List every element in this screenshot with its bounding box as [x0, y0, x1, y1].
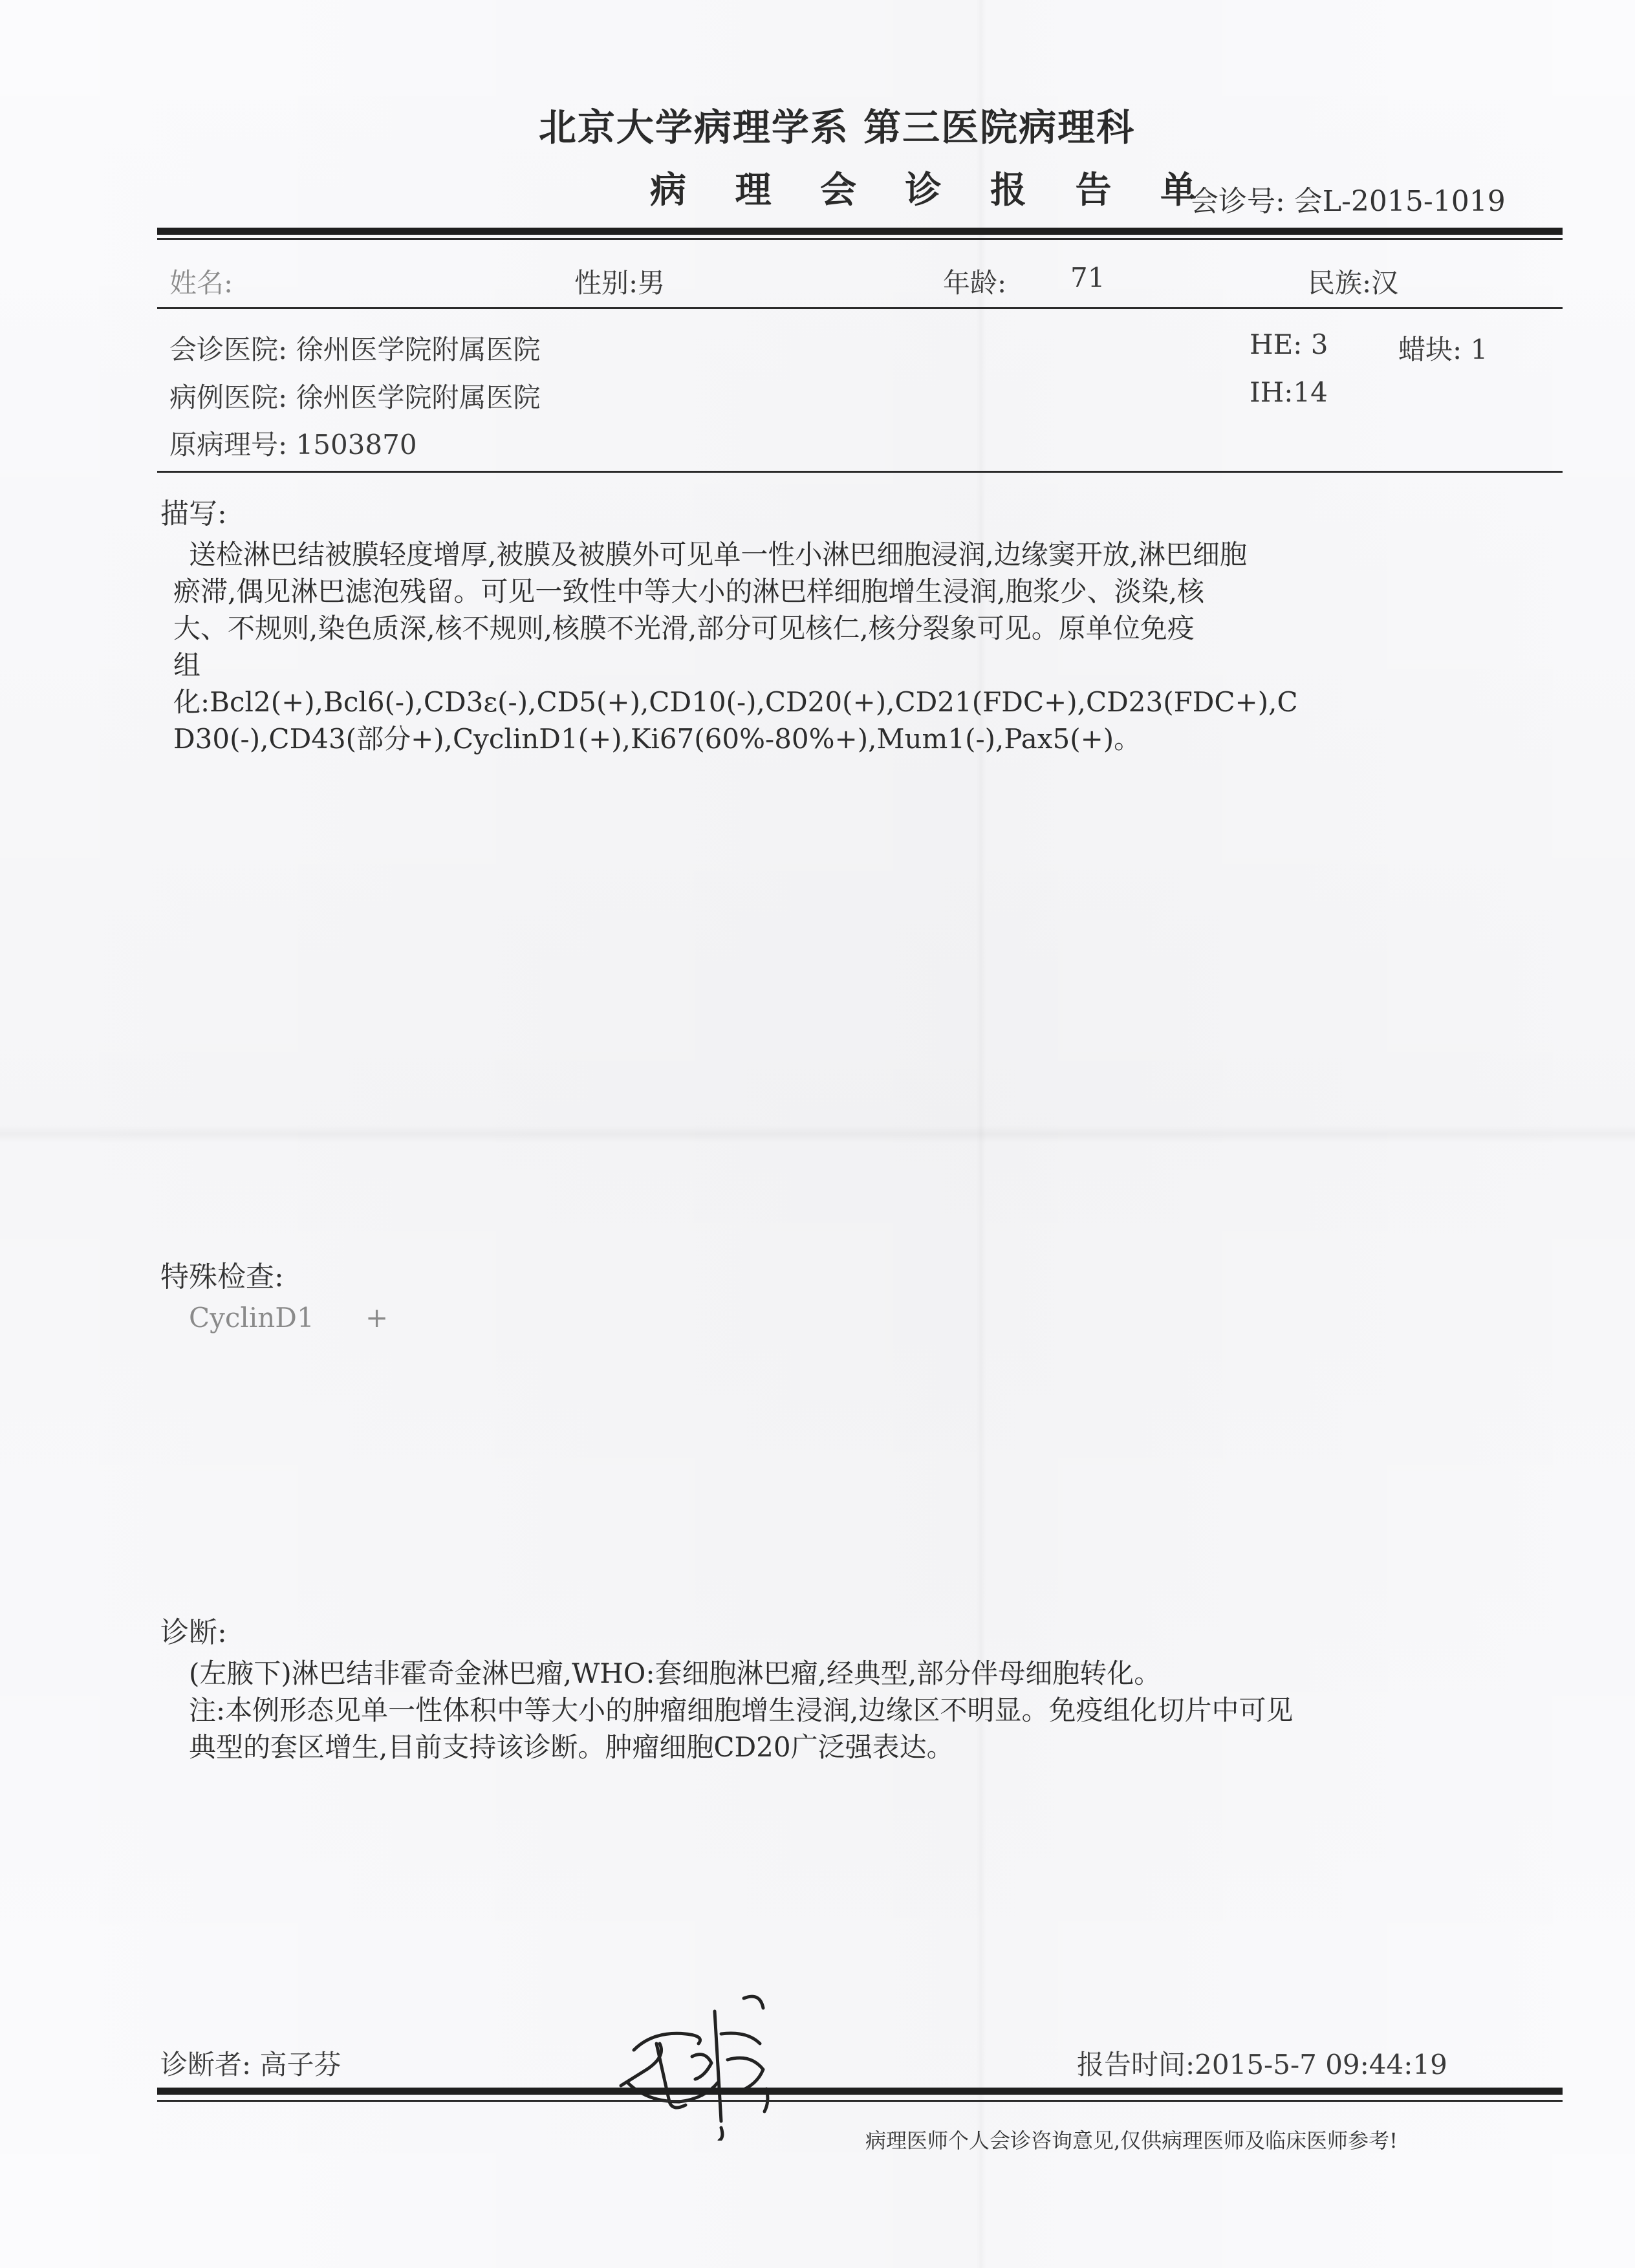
- description-line-5: 化:Bcl2(+),Bcl6(-),CD3ε(-),CD5(+),CD10(-),CD20(+),CD21(FDC+),CD23(FDC+),C: [173, 686, 1298, 718]
- patient-name-label: 姓名:: [169, 267, 233, 299]
- original-pathology-number: 原病理号: 1503870: [169, 429, 417, 460]
- patient-ethnicity: 民族:汉: [1308, 267, 1399, 299]
- special-exam-title: 特殊检查:: [160, 1260, 284, 1293]
- report-time: 报告时间:2015-5-7 09:44:19: [1077, 2049, 1447, 2080]
- patient-sex: 性别:男: [574, 267, 666, 299]
- special-exam-item: CyclinD1: [189, 1302, 314, 1334]
- footer-divider-thin: [157, 2100, 1563, 2102]
- description-line-4: 组: [173, 649, 201, 681]
- diagnosis-line-1: (左腋下)淋巴结非霍奇金淋巴瘤,WHO:套细胞淋巴瘤,经典型,部分伴母细胞转化。: [189, 1658, 1162, 1689]
- header-divider-thin: [157, 238, 1563, 240]
- patient-age-value: 71: [1070, 262, 1105, 294]
- description-title: 描写:: [160, 497, 227, 530]
- description-line-3: 大、不规则,染色质深,核不规则,核膜不光滑,部分可见核仁,核分裂象可见。原单位免疫: [173, 612, 1195, 644]
- diagnostician: 诊断者: 高子芬: [160, 2049, 341, 2080]
- header-divider-thick: [157, 228, 1563, 235]
- special-exam-result: +: [365, 1302, 389, 1334]
- consult-hospital: 会诊医院: 徐州医学院附属医院: [169, 334, 541, 365]
- patient-age-label: 年龄:: [943, 267, 1007, 299]
- description-line-1: 送检淋巴结被膜轻度增厚,被膜及被膜外可见单一性小淋巴细胞浸润,边缘窦开放,淋巴细胞: [189, 539, 1248, 570]
- institution-title: 北京大学病理学系 第三医院病理科: [538, 105, 1136, 149]
- he-slides: HE: 3: [1250, 329, 1328, 360]
- diagnosis-line-2: 注:本例形态见单一性体积中等大小的肿瘤细胞增生浸润,边缘区不明显。免疫组化切片中可见: [189, 1694, 1294, 1726]
- ih-slides: IH:14: [1250, 376, 1328, 408]
- footer-divider-thick: [157, 2088, 1563, 2095]
- diagnosis-title: 诊断:: [160, 1616, 227, 1649]
- case-hospital: 病例医院: 徐州医学院附属医院: [169, 382, 541, 413]
- form-title: 病 理 会 诊 报 告 单: [650, 169, 1215, 211]
- wax-blocks: 蜡块: 1: [1398, 334, 1488, 365]
- patient-divider: [157, 307, 1563, 309]
- handwritten-signature: [608, 1972, 815, 2141]
- consult-number: 会诊号: 会L-2015-1019: [1190, 185, 1506, 218]
- description-line-2: 瘀滞,偶见淋巴滤泡残留。可见一致性中等大小的淋巴样细胞增生浸润,胞浆少、淡染,核: [173, 576, 1205, 607]
- description-line-6: D30(-),CD43(部分+),CyclinD1(+),Ki67(60%-80%+),Mum1(-),Pax5(+)。: [173, 723, 1142, 755]
- hospital-divider: [157, 471, 1563, 473]
- diagnosis-line-3: 典型的套区增生,目前支持该诊断。肿瘤细胞CD20广泛强表达。: [189, 1731, 954, 1763]
- footer-disclaimer: 病理医师个人会诊咨询意见,仅供病理医师及临床医师参考!: [865, 2128, 1398, 2153]
